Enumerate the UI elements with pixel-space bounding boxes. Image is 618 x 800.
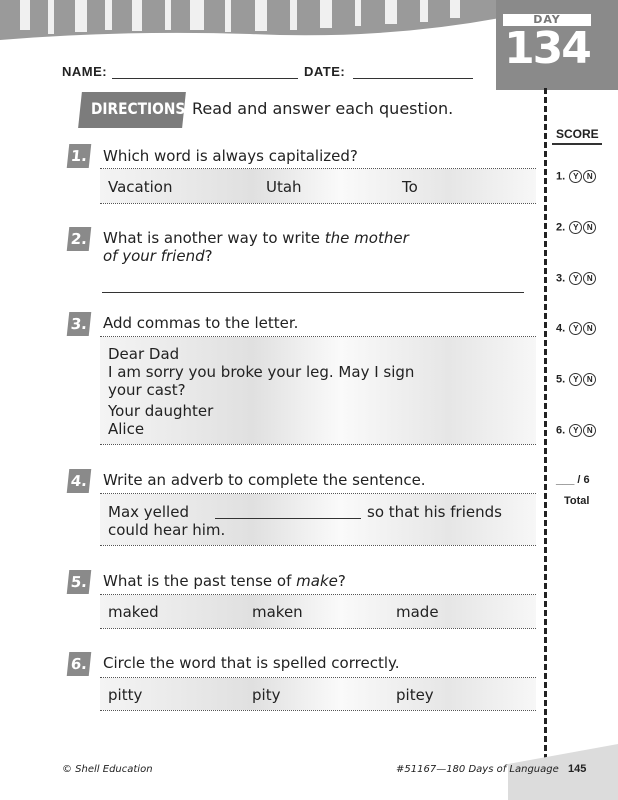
name-field[interactable]: [112, 78, 298, 79]
question-4-text: Write an adverb to complete the sentence.: [103, 471, 426, 489]
question-2-answer-line[interactable]: [102, 292, 524, 293]
no-circle[interactable]: N: [583, 322, 596, 335]
footer-book-title: #51167—180 Days of Language: [396, 764, 559, 775]
score-divider: [544, 88, 547, 778]
yes-circle[interactable]: Y: [569, 322, 582, 335]
question-2-number: 2.: [67, 227, 92, 251]
dotted-rule: [100, 203, 536, 204]
footer-copyright: © Shell Education: [62, 764, 153, 775]
question-6-number: 6.: [67, 652, 92, 676]
top-banner: [0, 0, 500, 48]
score-total-label: Total: [564, 495, 590, 507]
score-item-5[interactable]: 5. Y N: [556, 373, 596, 386]
question-2-text: What is another way to write the mother: [103, 229, 409, 247]
question-3-text: Add commas to the letter.: [103, 314, 299, 332]
no-circle[interactable]: N: [583, 170, 596, 183]
dotted-rule: [100, 710, 536, 711]
dotted-rule: [100, 545, 536, 546]
score-total-value: ___ / 6: [556, 474, 590, 486]
question-5-answer-area: [100, 595, 536, 628]
yes-circle[interactable]: Y: [569, 373, 582, 386]
question-6-text: Circle the word that is spelled correctly.: [103, 654, 400, 672]
q1-choice-3[interactable]: To: [402, 178, 418, 196]
q4-sentence-end: so that his friends: [367, 503, 502, 521]
letter-signature: Alice: [108, 420, 145, 438]
question-3-number: 3.: [67, 312, 92, 336]
date-field[interactable]: [353, 78, 473, 79]
day-number: 134: [504, 23, 590, 74]
no-circle[interactable]: N: [583, 373, 596, 386]
q4-sentence-start: Max yelled: [108, 503, 189, 521]
yes-circle[interactable]: Y: [569, 221, 582, 234]
q1-choice-2[interactable]: Utah: [266, 178, 302, 196]
name-label: NAME:: [62, 64, 108, 79]
q6-choice-1[interactable]: pitty: [108, 686, 143, 704]
directions-label: DIRECTIONS: [91, 99, 186, 118]
yes-circle[interactable]: Y: [569, 272, 582, 285]
letter-closing: Your daughter: [108, 402, 214, 420]
question-4-number: 4.: [67, 469, 92, 493]
no-circle[interactable]: N: [583, 424, 596, 437]
question-6-answer-area: [100, 678, 536, 710]
q1-choice-1[interactable]: Vacation: [108, 178, 173, 196]
letter-greeting: Dear Dad: [108, 345, 180, 363]
q6-choice-3[interactable]: pitey: [396, 686, 434, 704]
q4-sentence-line2: could hear him.: [108, 521, 226, 539]
dotted-rule: [100, 628, 536, 629]
score-item-6[interactable]: 6. Y N: [556, 424, 596, 437]
question-2-text-line2: of your friend?: [103, 247, 213, 265]
score-item-1[interactable]: 1. Y N: [556, 170, 596, 183]
question-1-number: 1.: [67, 144, 92, 168]
q4-blank[interactable]: [215, 518, 361, 519]
score-title: SCORE: [556, 127, 599, 141]
directions-text: Read and answer each question.: [192, 99, 454, 118]
no-circle[interactable]: N: [583, 272, 596, 285]
dotted-rule: [100, 444, 536, 445]
score-item-4[interactable]: 4. Y N: [556, 322, 596, 335]
letter-body-line1: I am sorry you broke your leg. May I sign: [108, 363, 415, 381]
date-label: DATE:: [304, 64, 346, 79]
day-label: DAY: [503, 14, 591, 26]
q5-choice-1[interactable]: maked: [108, 603, 159, 621]
question-5-text: What is the past tense of make?: [103, 572, 346, 590]
score-item-2[interactable]: 2. Y N: [556, 221, 596, 234]
yes-circle[interactable]: Y: [569, 424, 582, 437]
score-underline: [552, 143, 602, 145]
letter-body-line2: your cast?: [108, 381, 186, 399]
no-circle[interactable]: N: [583, 221, 596, 234]
question-5-number: 5.: [67, 570, 92, 594]
page-number: 145: [568, 763, 587, 775]
yes-circle[interactable]: Y: [569, 170, 582, 183]
score-item-3[interactable]: 3. Y N: [556, 272, 596, 285]
question-1-text: Which word is always capitalized?: [103, 147, 358, 165]
q6-choice-2[interactable]: pity: [252, 686, 281, 704]
q5-choice-3[interactable]: made: [396, 603, 439, 621]
q5-choice-2[interactable]: maken: [252, 603, 303, 621]
